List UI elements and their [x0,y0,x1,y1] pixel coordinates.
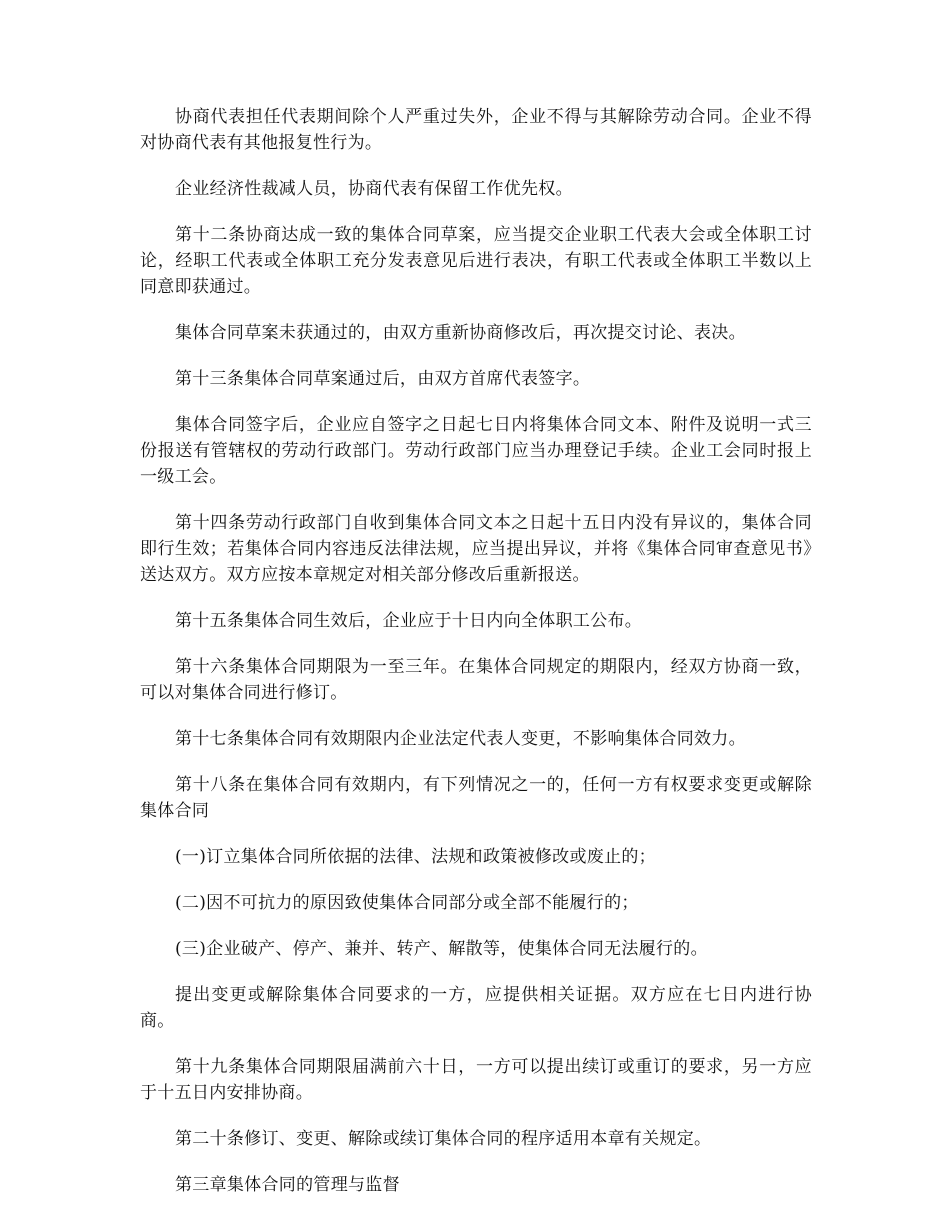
paragraph-draft-rejected: 集体合同草案未获通过的，由双方重新协商修改后，再次提交讨论、表决。 [175,323,746,343]
paragraph-article-19: 第十九条集体合同期限届满前六十日，一方可以提出续订或重订的要求，另一方应于十五日内安排协商。 [140,1057,812,1103]
paragraph-article-14: 第十四条劳动行政部门自收到集体合同文本之日起十五日内没有异议的，集体合同即行生效；若集体合同内容违反法律法规，应当提出异议，并将《集体合同审查意见书》送达双方。双方应按本章规定对相关部分修改后重新报送。 [140,513,812,585]
paragraph-item-2: (二)因不可抗力的原因致使集体合同部分或全部不能履行的； [175,893,639,913]
paragraph-layoff-priority: 企业经济性裁减人员，协商代表有保留工作优先权。 [175,179,573,199]
paragraph-representative-protection: 协商代表担任代表期间除个人严重过失外，企业不得与其解除劳动合同。企业不得对协商代表有其他报复性行为。 [140,107,812,153]
document-page [140,104,812,1218]
paragraph-evidence: 提出变更或解除集体合同要求的一方，应提供相关证据。双方应在七日内进行协商。 [140,985,812,1031]
paragraph-article-13: 第十三条集体合同草案通过后，由双方首席代表签字。 [175,369,591,389]
paragraph-filing: 集体合同签字后，企业应自签字之日起七日内将集体合同文本、附件及说明一式三份报送有管辖权的劳动行政部门。劳动行政部门应当办理登记手续。企业工会同时报上一级工会。 [140,415,812,487]
paragraph-article-12: 第十二条协商达成一致的集体合同草案，应当提交企业职工代表大会或全体职工讨论，经职工代表或全体职工充分发表意见后进行表决，有职工代表或全体职工半数以上同意即获通过。 [140,225,812,297]
paragraph-item-3: (三)企业破产、停产、兼并、转产、解散等，使集体合同无法履行的。 [175,939,708,959]
paragraph-item-1: (一)订立集体合同所依据的法律、法规和政策被修改或废止的； [175,847,656,867]
paragraph-article-15: 第十五条集体合同生效后，企业应于十日内向全体职工公布。 [175,611,643,631]
paragraph-article-18: 第十八条在集体合同有效期内，有下列情况之一的，任何一方有权要求变更或解除集体合同 [140,775,812,821]
paragraph-article-16: 第十六条集体合同期限为一至三年。在集体合同规定的期限内，经双方协商一致，可以对集体合同进行修订。 [140,657,812,703]
paragraph-article-17: 第十七条集体合同有效期限内企业法定代表人变更，不影响集体合同效力。 [175,729,746,749]
paragraph-article-20: 第二十条修订、变更、解除或续订集体合同的程序适用本章有关规定。 [175,1129,712,1149]
chapter-heading: 第三章集体合同的管理与监督 [175,1175,400,1195]
